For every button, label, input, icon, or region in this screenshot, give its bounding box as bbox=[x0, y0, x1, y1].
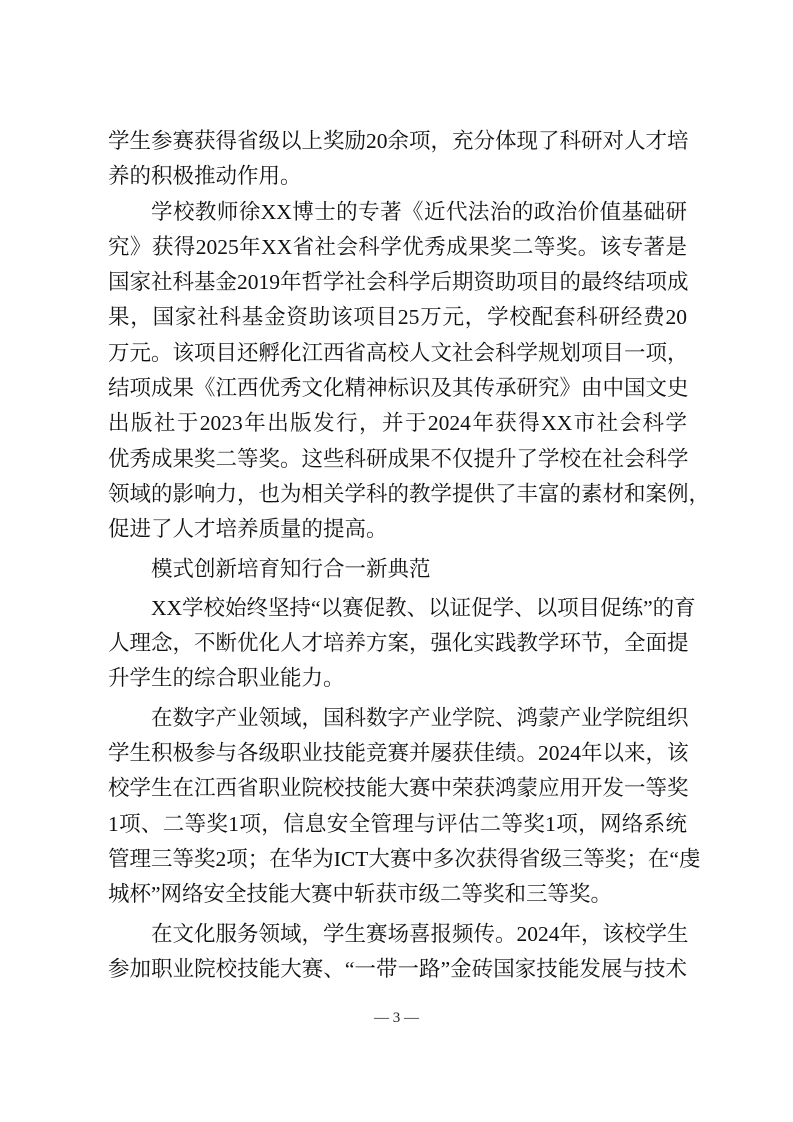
text-line: 1项、二等奖1项，信息安全管理与评估二等奖1项，网络系统 bbox=[108, 811, 687, 836]
paragraph bbox=[108, 591, 696, 697]
text-line: 究》获得2025年XX省社会科学优秀成果奖二等奖。该专著是 bbox=[108, 234, 687, 259]
text-line: 养的积极推动作用。 bbox=[108, 164, 302, 189]
text-line: 管理三等奖2项；在华为ICT大赛中多次获得省级三等奖；在“虔 bbox=[108, 846, 701, 871]
page-number: — 3 — bbox=[374, 1010, 419, 1026]
text-line: 果，国家社科基金资助该项目25万元，学校配套科研经费20 bbox=[108, 305, 687, 330]
text-line: 学生参赛获得省级以上奖励20余项，充分体现了科研对人才培 bbox=[108, 129, 689, 153]
text-line: 参加职业院校技能大赛、“一带一路”金砖国家技能发展与技术 bbox=[108, 956, 687, 981]
text-line: 优秀成果奖二等奖。这些科研成果不仅提升了学校在社会科学 bbox=[108, 446, 689, 471]
text-line: 结项成果《江西优秀文化精神标识及其传承研究》由中国文史 bbox=[108, 376, 689, 401]
text-line: 国家社科基金2019年哲学社会科学后期资助项目的最终结项成 bbox=[108, 270, 689, 295]
text-line: 万元。该项目还孵化江西省高校人文社会科学规划项目一项， bbox=[108, 340, 689, 365]
text-line: 学生积极参与各级职业技能竞赛并屡获佳绩。2024年以来，该 bbox=[108, 741, 689, 766]
text-line: 人理念，不断优化人才培养方案，强化实践教学环节，全面提 bbox=[108, 631, 689, 656]
text-line: 学校教师徐XX博士的专著《近代法治的政治价值基础研 bbox=[151, 199, 687, 224]
text-line: 领域的影响力，也为相关学科的教学提供了丰富的素材和案例， bbox=[108, 481, 711, 506]
section-heading bbox=[108, 552, 687, 587]
paragraph bbox=[108, 917, 687, 988]
text-line: 促进了人才培养质量的提高。 bbox=[108, 517, 388, 542]
text-line: XX学校始终坚持“以赛促教、以证促学、以项目促练”的育 bbox=[151, 595, 696, 620]
text-line: 在文化服务领域，学生赛场喜报频传。2024年，该校学生 bbox=[151, 921, 689, 946]
paragraph bbox=[108, 195, 711, 548]
text-line: 城杯”网络安全技能大赛中斩获市级二等奖和三等奖。 bbox=[108, 882, 613, 907]
text-line: 在数字产业领域，国科数字产业学院、鸿蒙产业学院组织 bbox=[151, 705, 689, 730]
text-line: 模式创新培育知行合一新典范 bbox=[151, 556, 431, 581]
document-body bbox=[108, 124, 711, 987]
text-line: 升学生的综合职业能力。 bbox=[108, 666, 345, 691]
paragraph bbox=[108, 701, 701, 913]
paragraph bbox=[108, 124, 687, 195]
text-line: 出版社于2023年出版发行，并于2024年获得XX市社会科学 bbox=[108, 411, 687, 436]
text-line: 校学生在江西省职业院校技能大赛中荣获鸿蒙应用开发一等奖 bbox=[108, 776, 689, 801]
